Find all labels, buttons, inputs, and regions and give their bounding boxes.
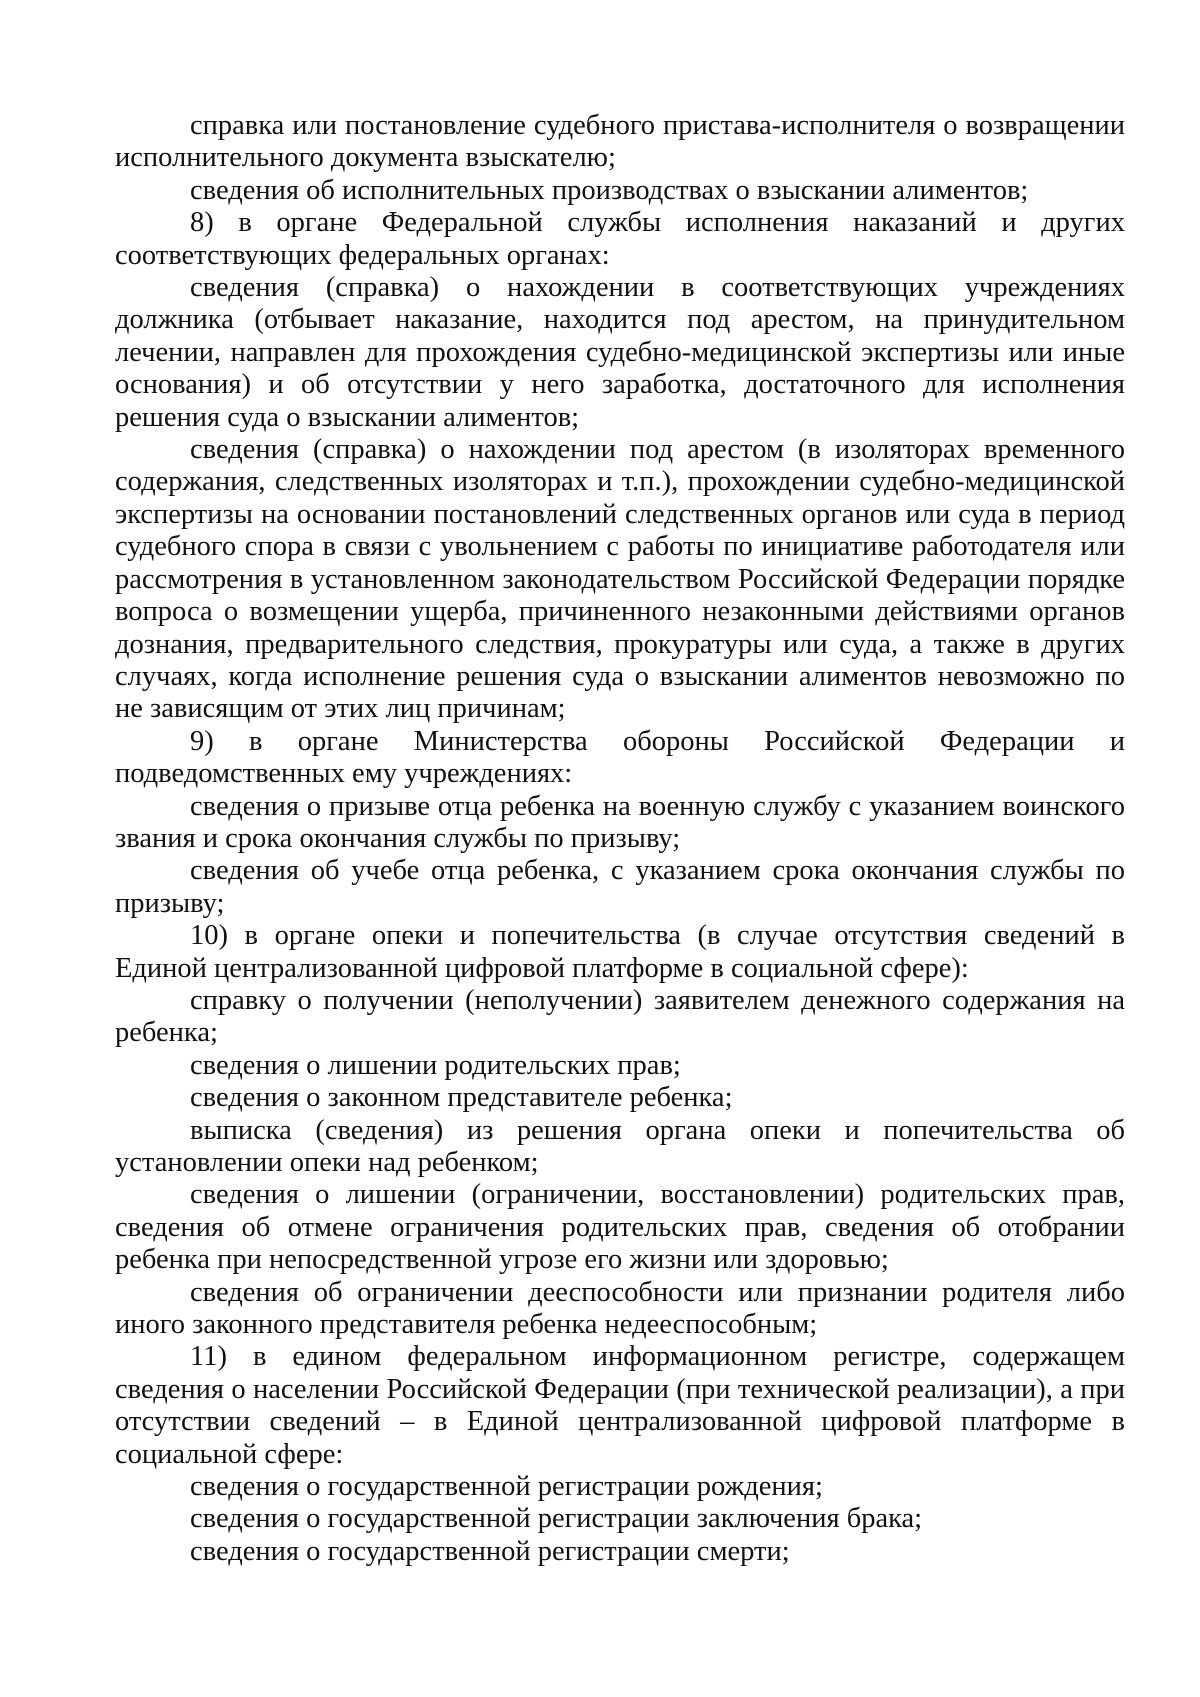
paragraph: 8) в органе Федеральной службы исполнения наказаний и других соответствующих федеральных органах: [115, 207, 1125, 271]
paragraph: сведения об исполнительных производствах о взыскании алиментов; [190, 174, 1029, 206]
paragraph: сведения об ограничении дееспособности или признании родителя либо иного законного представителя ребенка недееспособным; [115, 1276, 1125, 1341]
paragraph: сведения о государственной регистрации заключения брака; [190, 1503, 923, 1535]
paragraph: сведения о государственной регистрации рождения; [190, 1471, 823, 1503]
paragraph: сведения о лишении (ограничении, восстановлении) родительских прав, сведения об отмене ограничения родительских прав, сведения об отобрании ребенка при непосредственной угрозе его жизни или здоровью; [115, 1179, 1125, 1276]
paragraph: 11) в едином федеральном информационном регистре, содержащем сведения о населении Российской Федерации (при технической реализации), а при отсутствии сведений – в Единой централизованной цифровой платформе в социальной сфере: [115, 1341, 1125, 1470]
paragraph: сведения об учебе отца ребенка, с указанием срока окончания службы по призыву; [115, 855, 1125, 919]
paragraph: сведения о призыве отца ребенка на военную службу с указанием воинского звания и срока окончания службы по призыву; [115, 790, 1125, 854]
paragraph: 10) в органе опеки и попечительства (в случае отсутствия сведений в Единой централизованной цифровой платформе в социальной сфере): [115, 920, 1125, 984]
paragraph: сведения о законном представителе ребенка; [190, 1082, 733, 1114]
paragraph: справка или постановление судебного пристава-исполнителя о возвращении исполнительного документа взыскателю; [115, 110, 1125, 174]
paragraph: сведения (справка) о нахождении в соответствующих учреждениях должника (отбывает наказание, находится под арестом, на принудительном лечении, направлен для прохождения судебно-медицинской экспертизы или иные основания) и об отсутствии у него заработка, достаточного для исполнения решения суда о взыскании алиментов; [115, 272, 1125, 433]
paragraph: 9) в органе Министерства обороны Российской Федерации и подведомственных ему учреждениях: [115, 725, 1125, 790]
paragraph: сведения (справка) о нахождении под арестом (в изоляторах временного содержания, следственных изоляторах и т.п.), прохождении судебно-медицинской экспертизы на основании постановлений следственных органов или суда в период судебного спора в связи с увольнением с работы по инициативе работодателя или рассмотрения в установленном законодательством Российской Федерации порядке вопроса о возмещении ущерба, причиненного незаконными действиями органов дознания, предварительного следствия, прокуратуры или суда, а также в других случаях, когда исполнение решения суда о взыскании алиментов невозможно по не зависящим от этих лиц причинам; [115, 434, 1125, 725]
paragraph: справку о получении (неполучении) заявителем денежного содержания на ребенка; [115, 984, 1125, 1049]
paragraph: сведения о лишении родительских прав; [190, 1049, 681, 1081]
document-page [115, 110, 1125, 1568]
paragraph: сведения о государственной регистрации смерти; [190, 1535, 790, 1567]
paragraph: выписка (сведения) из решения органа опеки и попечительства об установлении опеки над ребенком; [115, 1114, 1125, 1178]
